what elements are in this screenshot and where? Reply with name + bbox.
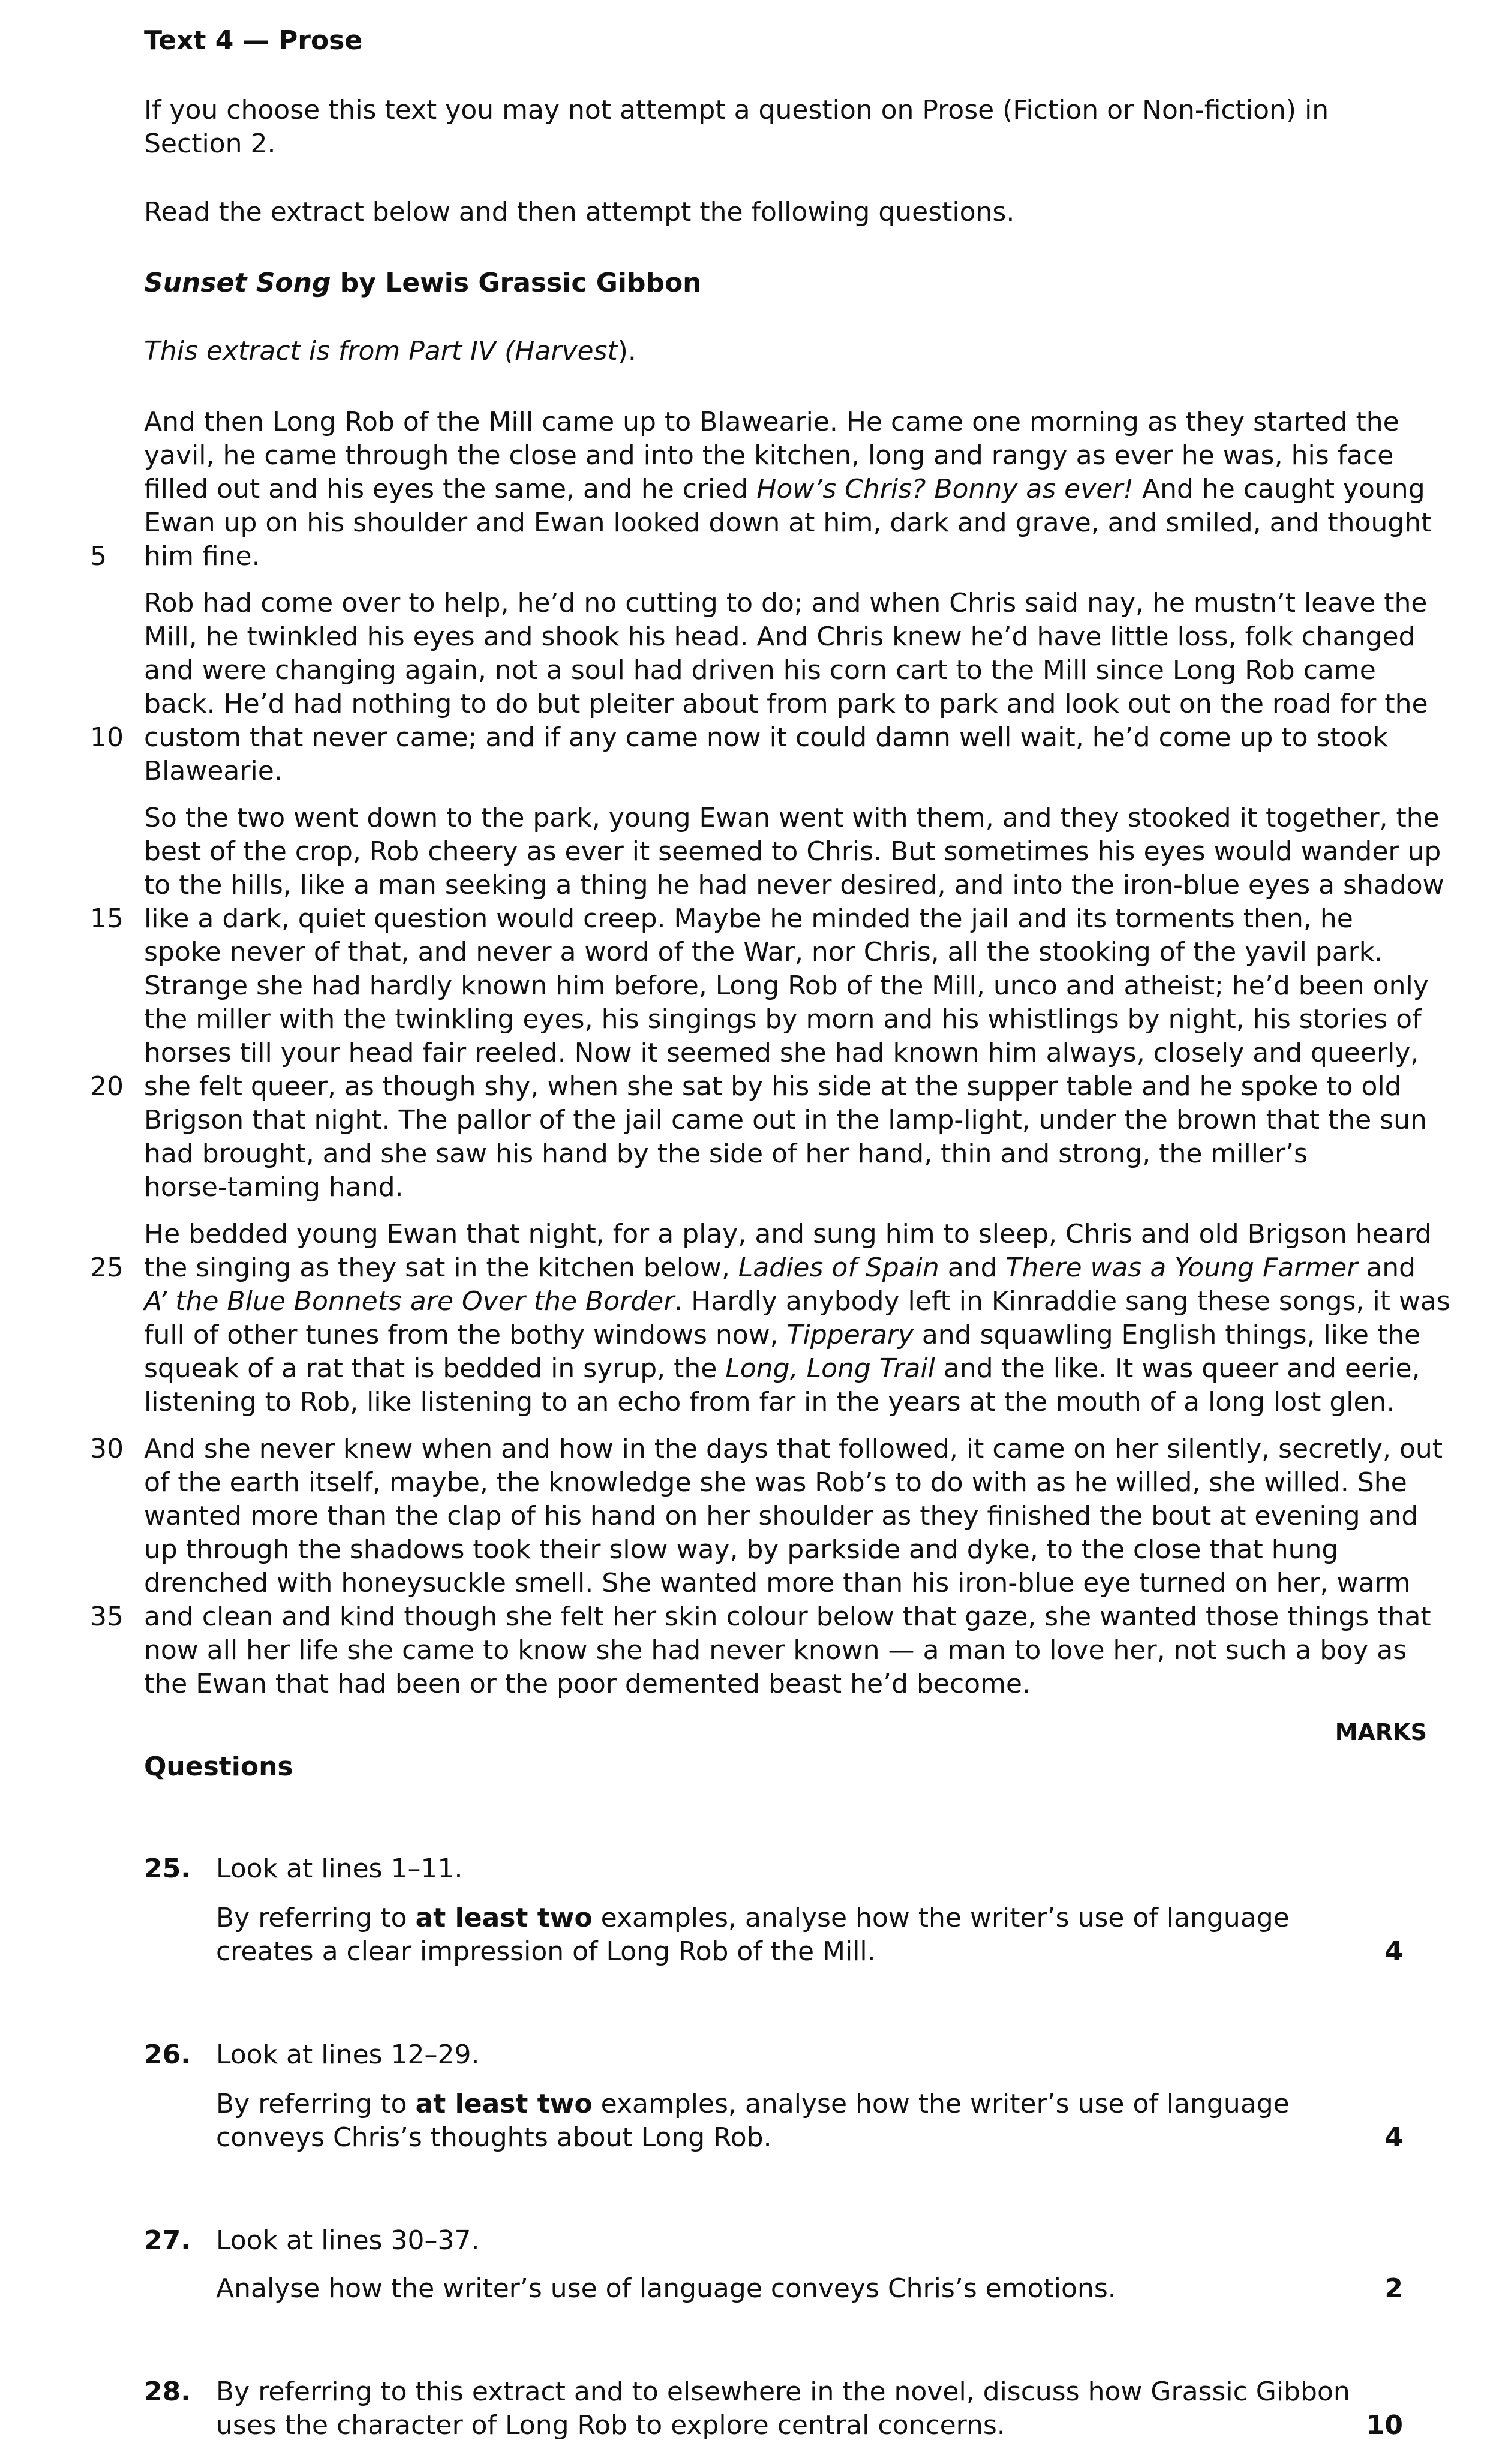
passage-paragraph-1 xyxy=(144,405,1431,573)
passage-line: drenched with honeysuckle smell. She wanted more than his iron-blue eye turned on her, warm xyxy=(144,1568,1411,1598)
question-marks: 4 xyxy=(1384,2122,1403,2153)
marks-header: MARKS xyxy=(1335,1719,1427,1745)
questions-heading: Questions xyxy=(144,1751,293,1782)
question-marks: 4 xyxy=(1384,1936,1403,1967)
passage-line: So the two went down to the park, young Ewan went with them, and they stooked it together, the xyxy=(144,803,1440,833)
passage-line: yavil, he came through the close and into the kitchen, long and rangy as ever he was, his face xyxy=(144,440,1394,471)
line-number: 20 xyxy=(90,1071,124,1102)
passage-line: him fine. xyxy=(144,541,260,572)
rule-line-2: Section 2. xyxy=(144,128,276,159)
passage-line: listening to Rob, like listening to an echo from far in the years at the mouth of a long lost glen. xyxy=(144,1387,1395,1417)
passage-paragraph-4 xyxy=(144,1218,1450,1419)
passage-line: wanted more than the clap of his hand on her shoulder as they finished the bout at evening and xyxy=(144,1501,1419,1531)
question-text: Analyse how the writer’s use of language conveys Chris’s emotions. xyxy=(216,2273,1116,2304)
question-number: 28. xyxy=(144,2376,191,2407)
passage-line: best of the crop, Rob cheery as ever it seemed to Chris. But sometimes his eyes would wander up xyxy=(144,836,1441,867)
book-title-line xyxy=(144,266,702,300)
passage-line: the miller with the twinkling eyes, his singings by morn and his whistlings by night, his stories of xyxy=(144,1004,1422,1035)
passage-line: filled out and his eyes the same, and he cried How’s Chris? Bonny as ever! And he caught young xyxy=(144,474,1425,504)
question-lines: Look at lines 12–29. xyxy=(216,2039,480,2070)
passage-line: spoke never of that, and never a word of the War, nor Chris, all the stooking of the yavil park. xyxy=(144,937,1383,967)
question-text-line-2: conveys Chris’s thoughts about Long Rob. xyxy=(216,2122,772,2153)
passage-line: Strange she had hardly known him before, Long Rob of the Mill, unco and atheist; he’d been only xyxy=(144,970,1429,1001)
passage-line: horse-taming hand. xyxy=(144,1172,404,1203)
passage-line: Blawearie. xyxy=(144,756,283,786)
question-lines: Look at lines 1–11. xyxy=(216,1853,463,1884)
passage-line: and were changing again, not a soul had driven his corn cart to the Mill since Long Rob came xyxy=(144,655,1376,686)
passage-line: the Ewan that had been or the poor demented beast he’d become. xyxy=(144,1669,1031,1699)
question-text: By referring to at least two examples, analyse how the writer’s use of language xyxy=(216,2089,1290,2119)
passage-line: like a dark, quiet question would creep. Maybe he minded the jail and its torments then, he xyxy=(144,903,1353,934)
line-number: 30 xyxy=(90,1434,124,1464)
passage-line: custom that never came; and if any came now it could damn well wait, he’d come up to stook xyxy=(144,722,1389,753)
passage-line: He bedded young Ewan that night, for a play, and sung him to sleep, Chris and old Brigson heard xyxy=(144,1219,1432,1249)
extract-suffix: ). xyxy=(617,336,636,366)
line-number: 15 xyxy=(90,903,124,934)
section-title: Text 4 — Prose xyxy=(144,25,363,56)
line-number: 25 xyxy=(90,1252,124,1283)
passage-paragraph-5 xyxy=(144,1432,1443,1701)
passage-line: A’ the Blue Bonnets are Over the Border. Hardly anybody left in Kinraddie sang these songs, it was xyxy=(144,1286,1450,1317)
question-number: 26. xyxy=(144,2039,191,2070)
extract-note xyxy=(144,335,636,368)
question-text: By referring to this extract and to elsewhere in the novel, discuss how Grassic Gibbon xyxy=(216,2376,1350,2407)
passage-line: horses till your head fair reeled. Now it seemed she had known him always, closely and queerly, xyxy=(144,1038,1419,1068)
passage-line: and clean and kind though she felt her skin colour below that gaze, she wanted those things that xyxy=(144,1601,1431,1632)
question-text-line-2: creates a clear impression of Long Rob of the Mill. xyxy=(216,1936,876,1967)
question-text: By referring to at least two examples, analyse how the writer’s use of language xyxy=(216,1903,1290,1933)
question-marks: 10 xyxy=(1366,2410,1403,2441)
passage-line: back. He’d had nothing to do but pleiter about from park to park and look out on the road for the xyxy=(144,689,1428,719)
passage-line: the singing as they sat in the kitchen below, Ladies of Spain and There was a Young Farmer and xyxy=(144,1252,1416,1283)
passage-paragraph-2 xyxy=(144,587,1428,788)
question-number: 25. xyxy=(144,1853,191,1884)
rule-line-1: If you choose this text you may not attempt a question on Prose (Fiction or Non-fiction) in xyxy=(144,95,1329,125)
passage-line: And then Long Rob of the Mill came up to Blawearie. He came one morning as they started the xyxy=(144,407,1399,437)
question-marks: 2 xyxy=(1384,2273,1403,2304)
passage-line: she felt queer, as though shy, when she sat by his side at the supper table and he spoke to old xyxy=(144,1071,1402,1102)
question-text-line-2: uses the character of Long Rob to explore central concerns. xyxy=(216,2410,1005,2441)
line-number: 35 xyxy=(90,1601,124,1632)
question-number: 27. xyxy=(144,2225,191,2256)
question-lines: Look at lines 30–37. xyxy=(216,2225,480,2256)
passage-paragraph-3 xyxy=(144,801,1444,1204)
passage-line: squeak of a rat that is bedded in syrup, the Long, Long Trail and the like. It was queer and eerie, xyxy=(144,1353,1420,1384)
passage-line: Rob had come over to help, he’d no cutting to do; and when Chris said nay, he mustn’t leave the xyxy=(144,588,1428,618)
passage-line: Ewan up on his shoulder and Ewan looked down at him, dark and grave, and smiled, and thought xyxy=(144,507,1432,538)
line-number: 10 xyxy=(90,722,124,753)
rule-text xyxy=(144,94,1329,161)
instruction-text: Read the extract below and then attempt the following questions. xyxy=(144,197,1015,227)
passage-line: now all her life she came to know she had never known — a man to love her, not such a boy as xyxy=(144,1635,1407,1666)
passage-line: to the hills, like a man seeking a thing he had never desired, and into the iron-blue eyes a shadow xyxy=(144,870,1444,900)
passage-line: of the earth itself, maybe, the knowledge she was Rob’s to do with as he willed, she willed. She xyxy=(144,1467,1407,1498)
extract-prefix: This extract is from Part IV ( xyxy=(144,336,515,366)
passage-line: had brought, and she saw his hand by the side of her hand, thin and strong, the miller’s xyxy=(144,1138,1308,1169)
book-author: by Lewis Grassic Gibbon xyxy=(331,268,702,298)
extract-part: Harvest xyxy=(515,336,618,366)
book-title: Sunset Song xyxy=(144,268,331,298)
passage-line: Mill, he twinkled his eyes and shook his head. And Chris knew he’d have little loss, folk changed xyxy=(144,621,1416,652)
passage-line: Brigson that night. The pallor of the jail came out in the lamp-light, under the brown that the sun xyxy=(144,1105,1427,1135)
passage-line: full of other tunes from the bothy windows now, Tipperary and squawling English things, like the xyxy=(144,1320,1421,1350)
passage-line: up through the shadows took their slow way, by parkside and dyke, to the close that hung xyxy=(144,1534,1339,1565)
line-number: 5 xyxy=(90,541,107,572)
passage-line: And she never knew when and how in the days that followed, it came on her silently, secretly, out xyxy=(144,1434,1443,1464)
